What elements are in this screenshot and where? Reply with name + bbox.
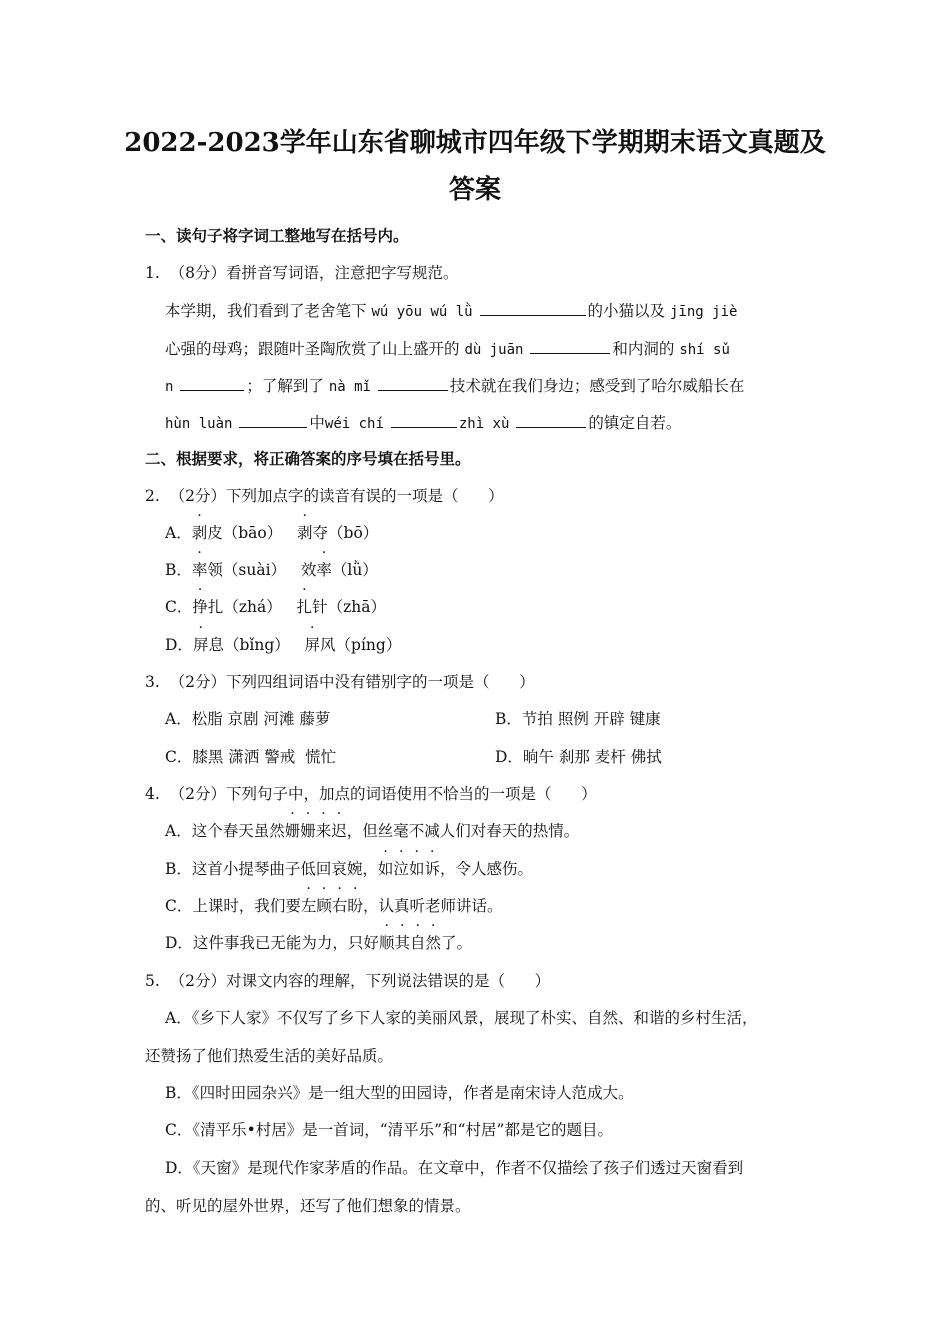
text: D．这件事我已无能为力，只好: [165, 934, 379, 952]
text: A．这个春天虽然: [165, 822, 285, 840]
option-letter: B．: [165, 561, 192, 579]
pinyin: wú yōu wú lǜ: [371, 304, 473, 320]
text: （lǜ）: [331, 561, 378, 579]
question-4-stem: 4. （2分）下列句子中，加点的词语使用不恰当的一项是（ ）: [145, 785, 597, 803]
dotted-char: 迟: [331, 822, 347, 840]
question-3-option-d[interactable]: D．晌午 刹那 麦杆 佛拭: [495, 748, 662, 766]
question-4-option-a[interactable]: [165, 820, 855, 842]
document-title-line-1: 2022-2023学年山东省聊城市四年级下学期期末语文真题及: [124, 128, 826, 158]
text: 领（suài）: [207, 561, 301, 579]
dotted-char: 屏: [192, 636, 209, 654]
section-1-heading: 一、读句子将字词工整地写在括号内。: [145, 226, 409, 245]
dotted-char: 其: [394, 934, 410, 952]
dotted-char: 盼: [347, 897, 363, 915]
question-5-option-a-line-2[interactable]: 还赞扬了他们热爱生活的美好品质。: [145, 1047, 394, 1065]
answer-blank[interactable]: [516, 411, 586, 428]
pinyin: shí sǔ: [679, 342, 730, 358]
question-2-option-d[interactable]: [165, 634, 855, 656]
text: B．这首小提琴曲子低回哀婉，: [165, 860, 378, 878]
question-3-stem: 3. （2分）下列四组词语中没有错别字的一项是（ ）: [145, 673, 535, 691]
pinyin: hùn luàn: [165, 416, 233, 432]
dotted-char: 扎: [296, 598, 313, 616]
text: 的镇定自若。: [588, 414, 682, 432]
question-1-line-3: [165, 374, 855, 398]
question-1-line-2: [165, 337, 855, 361]
answer-blank[interactable]: [239, 411, 307, 428]
answer-blank[interactable]: [391, 411, 457, 428]
text: 心强的母鸡；跟随叶圣陶欣赏了山上盛开的: [165, 340, 465, 358]
answer-blank[interactable]: [378, 374, 448, 391]
question-1-stem: 1. （8分）看拼音写词语，注意把字写规范。: [145, 264, 459, 282]
question-5-option-d-line-1[interactable]: D．《天窗》是现代作家茅盾的作品。在文章中，作者不仅描绘了孩子们透过天窗看到: [165, 1159, 744, 1177]
text: 了。: [441, 934, 473, 952]
dotted-char: 剥: [191, 524, 208, 542]
question-5-option-b[interactable]: B．《四时田园杂兴》是一组大型的田园诗，作者是南宋诗人范成大。: [165, 1084, 634, 1102]
text: 本学期，我们看到了老舍笔下: [165, 302, 372, 320]
option-letter: D．: [165, 636, 193, 654]
dotted-char: 顺: [378, 934, 395, 952]
answer-blank[interactable]: [180, 374, 244, 391]
question-3-option-a[interactable]: A．松脂 京剧 河滩 藤萝: [165, 710, 331, 728]
text: ，但丝毫不减人们对春天的热情。: [346, 822, 580, 840]
text: 息（bǐng）: [208, 636, 305, 654]
question-5-option-a-line-1[interactable]: A．《乡下人家》不仅写了乡下人家的美丽风景，展现了朴实、自然、和谐的乡村生活，: [165, 1009, 758, 1027]
option-letter: C．: [165, 598, 193, 616]
question-2-option-a[interactable]: [165, 522, 855, 544]
text: 的小猫以及: [587, 302, 670, 320]
dotted-word: [378, 860, 440, 878]
dotted-char: 剥: [297, 524, 313, 542]
question-2-option-c[interactable]: [165, 596, 855, 618]
text: 技术就在我们身边；感受到了哈尔威船长在: [449, 377, 745, 395]
dotted-word: [285, 822, 347, 840]
dotted-char: 然: [425, 934, 441, 952]
question-1-line-1: [165, 299, 855, 323]
dotted-word: [301, 897, 363, 915]
dotted-char: 顾: [316, 897, 332, 915]
text: ，认真听老师讲话。: [362, 897, 503, 915]
answer-blank[interactable]: [480, 299, 586, 316]
dotted-char: 率: [316, 561, 332, 579]
question-4-option-b[interactable]: [165, 858, 855, 880]
question-4-option-c[interactable]: [165, 895, 855, 917]
question-5-option-d-line-2[interactable]: 的、听见的屋外世界，还写了他们想象的情景。: [145, 1197, 471, 1215]
question-3-options-row-2: [165, 746, 855, 768]
dotted-char: 率: [191, 561, 208, 579]
dotted-word: [379, 934, 441, 952]
text: 效: [300, 561, 317, 579]
pinyin: dù juān: [464, 342, 524, 358]
dotted-char: 如: [408, 860, 425, 878]
dotted-char: 如: [377, 860, 394, 878]
question-3-options-row-1: [165, 708, 855, 730]
text: 和内洞的: [612, 340, 680, 358]
pinyin: nà mǐ: [328, 379, 371, 395]
dotted-char: 挣: [192, 598, 208, 616]
dotted-char: 来: [315, 822, 332, 840]
text: ；了解到了: [246, 377, 329, 395]
pinyin: jīng jiè: [669, 304, 738, 320]
question-5-option-c[interactable]: C．《清平乐•村居》是一首词，“清平乐”和“村居”都是它的题目。: [165, 1121, 613, 1139]
question-1-line-4: [165, 411, 855, 435]
pinyin: wéi chí: [324, 416, 384, 432]
dotted-char: 诉: [424, 860, 440, 878]
document-title-line-2: 答案: [448, 175, 501, 205]
option-letter: A．: [165, 524, 192, 542]
text: 夺（bō）: [312, 524, 379, 542]
pinyin: zhì xù: [458, 416, 510, 432]
dotted-char: 屏: [304, 636, 321, 654]
dotted-char: 泣: [393, 860, 409, 878]
dotted-char: 姗: [300, 822, 316, 840]
dotted-char: 自: [409, 934, 426, 952]
question-2-stem: 2. （2分）下列加点字的读音有误的一项是（ ）: [145, 487, 504, 505]
text: 中: [309, 414, 325, 432]
text: 皮（bāo）: [207, 524, 297, 542]
dotted-char: 右: [331, 897, 348, 915]
dotted-char: 姗: [284, 822, 301, 840]
question-3-option-c[interactable]: C．膝黑 潇洒 警戒 慌忙: [165, 748, 337, 766]
dotted-char: 左: [300, 897, 317, 915]
question-4-option-d[interactable]: [165, 932, 855, 954]
text: 针（zhā）: [312, 598, 386, 616]
question-3-option-b[interactable]: B．节拍 照例 开辟 键康: [495, 710, 661, 728]
pinyin: n: [165, 379, 174, 395]
text: 扎（zhá）: [207, 598, 297, 616]
section-2-heading: 二、根据要求，将正确答案的序号填在括号里。: [145, 449, 471, 468]
text: C．上课时，我们要: [165, 897, 301, 915]
answer-blank[interactable]: [530, 337, 610, 354]
text: 风（píng）: [320, 636, 402, 654]
question-2-option-b[interactable]: [165, 559, 855, 581]
text: ，令人感伤。: [439, 860, 533, 878]
question-5-stem: 5. （2分）对课文内容的理解，下列说法错误的是（ ）: [145, 972, 551, 990]
